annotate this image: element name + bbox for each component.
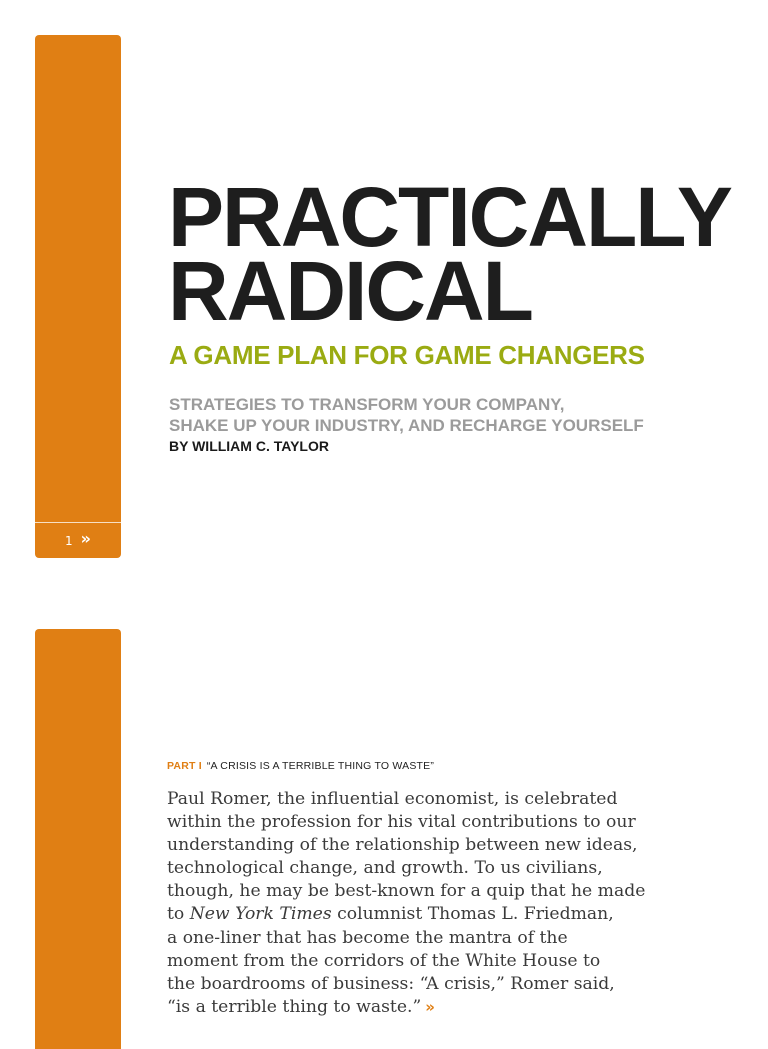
sidebar-bar-bottom (35, 629, 121, 1049)
body-line: within the profession for his vital contributions to our (167, 812, 636, 833)
sidebar-bar-top (35, 35, 121, 558)
part-label: PART I (167, 760, 202, 772)
strategies-line-1: STRATEGIES TO TRANSFORM YOUR COMPANY, (169, 395, 565, 414)
body-text-fragment: to (167, 904, 190, 925)
body-line: a one-liner that has become the mantra of the (167, 927, 568, 948)
body-line (167, 903, 697, 926)
body-line: understanding of the relationship between new ideas, (167, 835, 638, 856)
body-line: the boardrooms of business: “A crisis,” Romer said, (167, 973, 615, 994)
author-byline: BY WILLIAM C. TAYLOR (169, 438, 329, 454)
page-title (168, 170, 731, 338)
page-nav (35, 522, 121, 559)
part-heading (167, 760, 434, 772)
title-line-1: PRACTICALLY (168, 170, 731, 264)
body-text-fragment: columnist Thomas L. Friedman, (331, 904, 614, 925)
body-line: though, he may be best-known for a quip that he made (167, 881, 646, 902)
strategies-line-2: SHAKE UP YOUR INDUSTRY, AND RECHARGE YOURSELF (169, 416, 644, 435)
body-paragraph (167, 788, 697, 1019)
next-page-icon[interactable]: » (80, 529, 91, 548)
body-line: technological change, and growth. To us civilians, (167, 858, 603, 879)
strategies-tagline (169, 394, 644, 436)
body-line: Paul Romer, the influential economist, is celebrated (167, 789, 618, 809)
continue-reading-icon[interactable]: » (425, 997, 435, 1016)
body-line: moment from the corridors of the White House to (167, 950, 601, 971)
body-line (167, 996, 697, 1019)
part-quote: “A CRISIS IS A TERRIBLE THING TO WASTE” (206, 760, 435, 772)
page-number: 1 (65, 534, 73, 548)
body-text-fragment: “is a terrible thing to waste.” (167, 996, 422, 1017)
title-line-2: RADICAL (168, 244, 532, 338)
publication-name: New York Times (189, 904, 332, 925)
subtitle: A GAME PLAN FOR GAME CHANGERS (169, 340, 645, 370)
